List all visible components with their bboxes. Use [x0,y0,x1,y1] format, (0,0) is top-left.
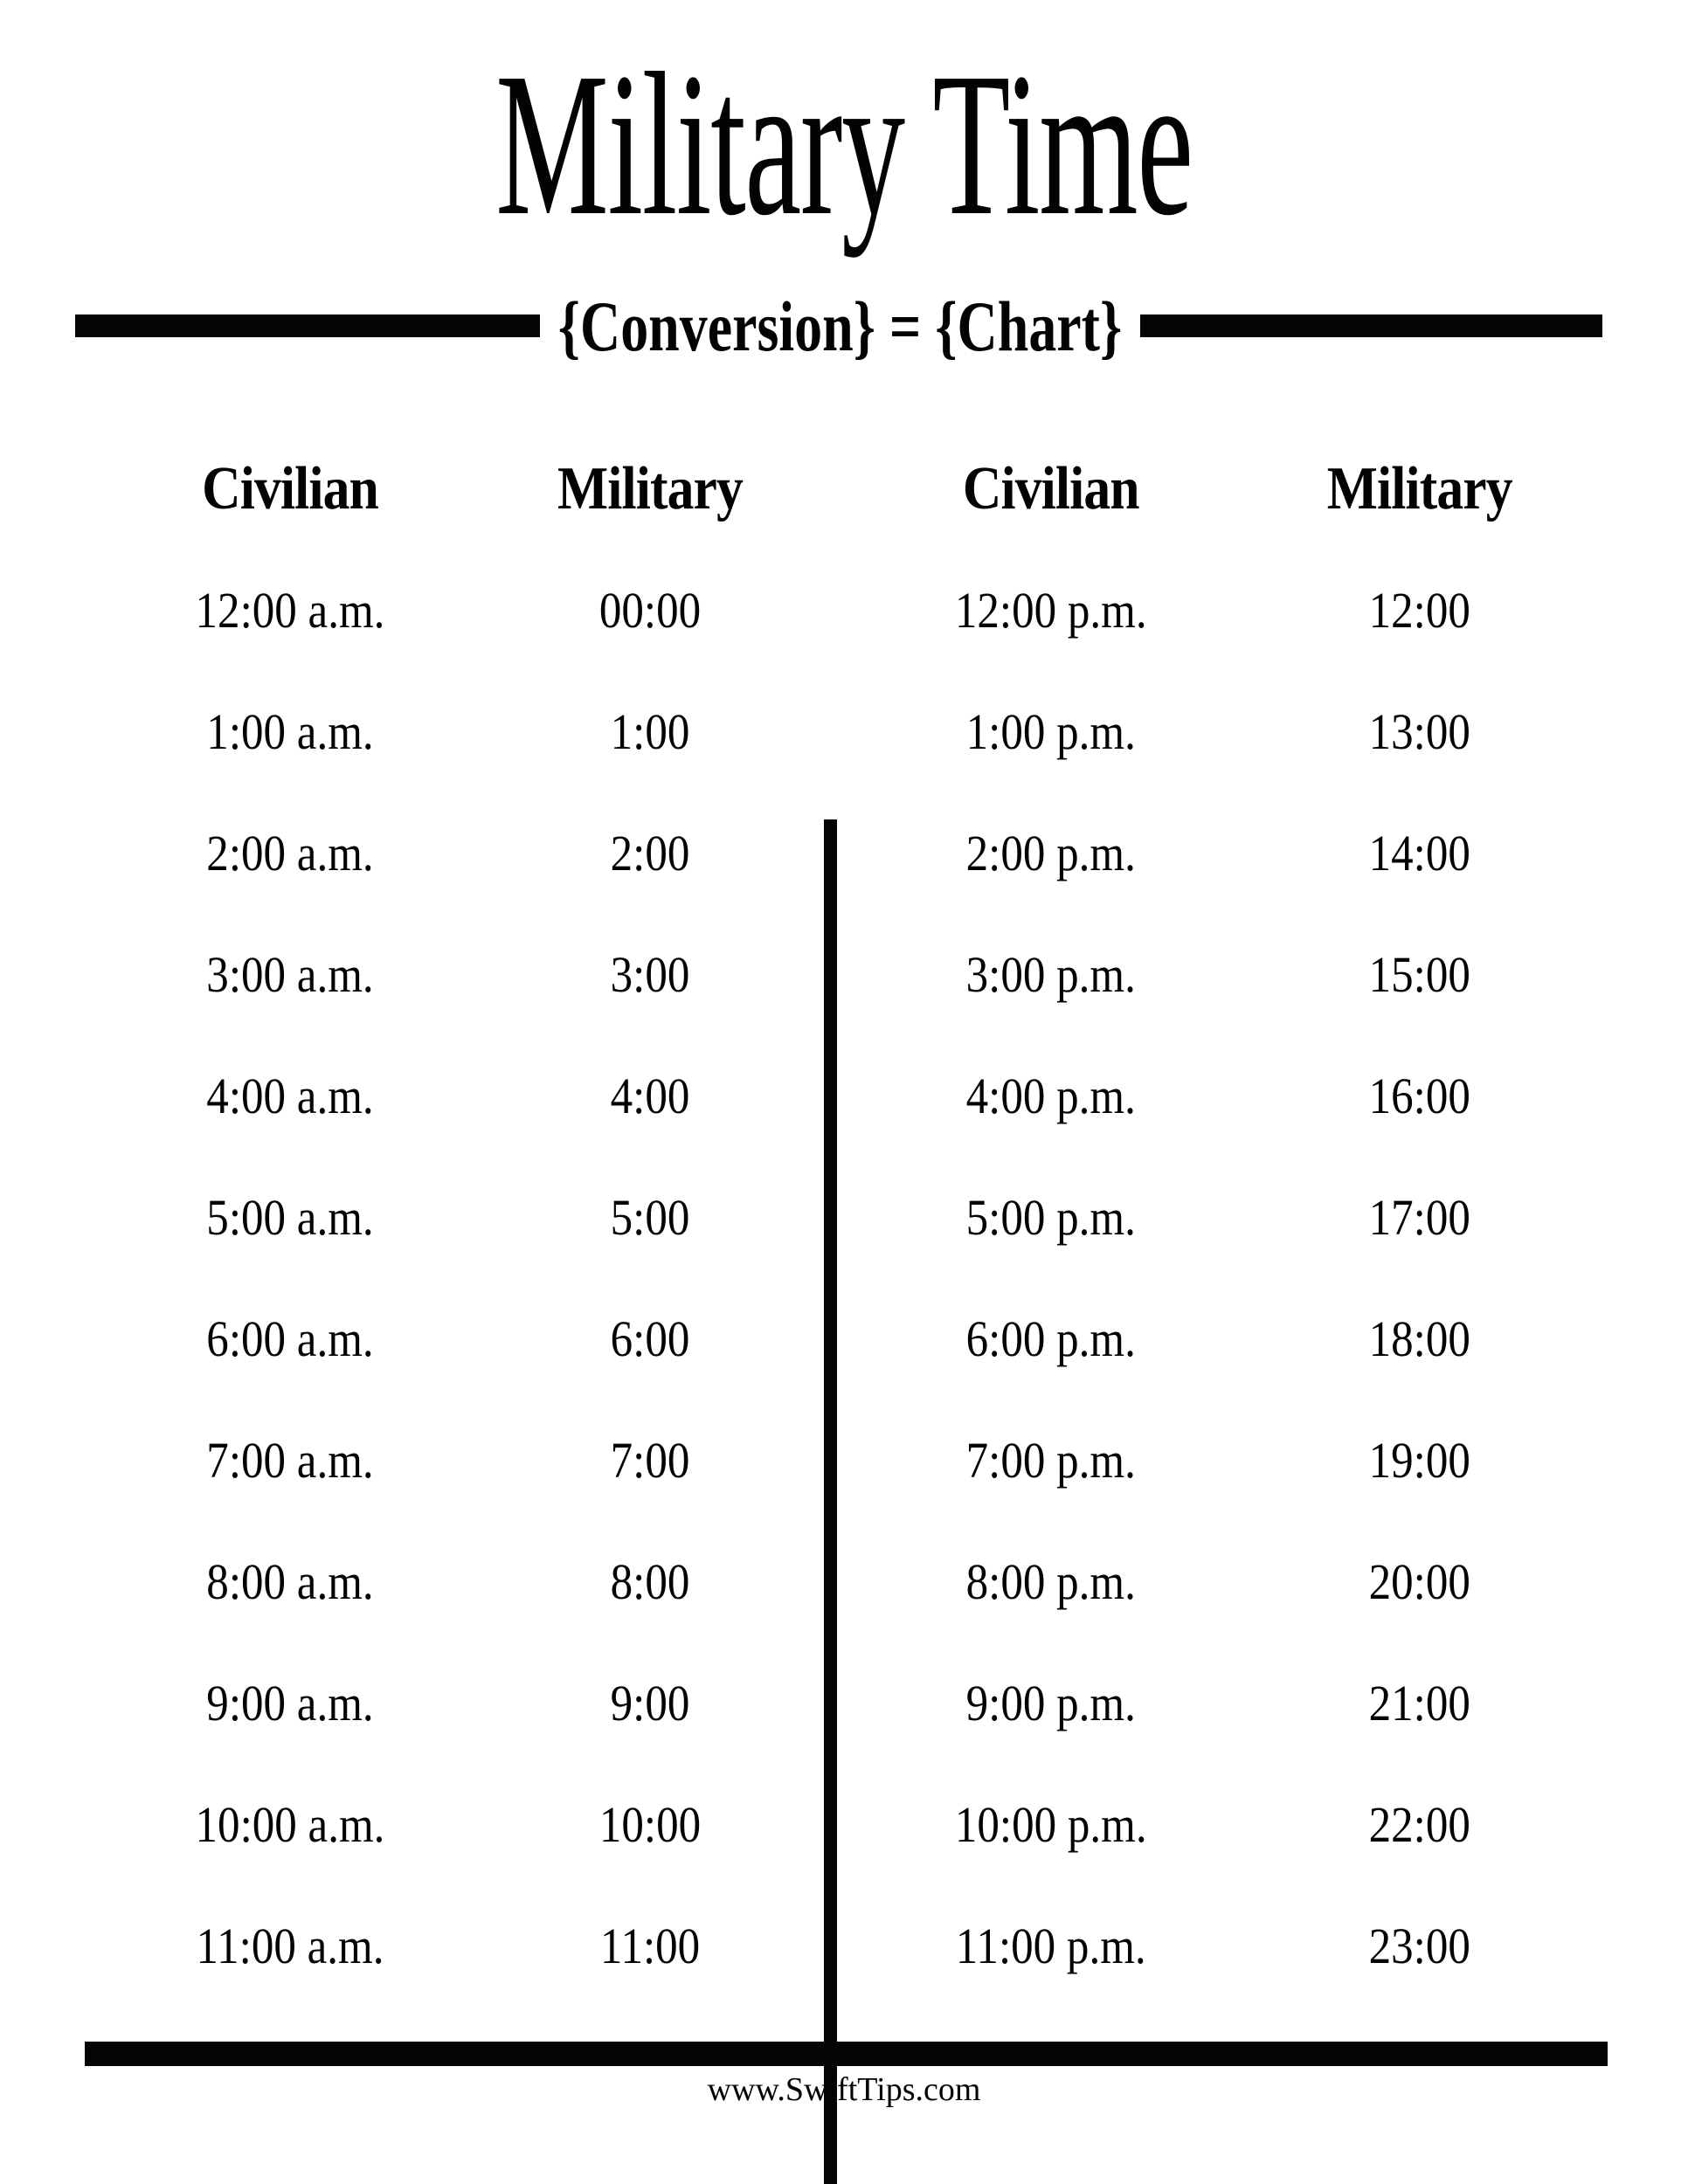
civilian-time: 1:00 a.m. [206,703,374,760]
table-row [867,1400,1603,1521]
table-row [867,1035,1603,1157]
military-time: 21:00 [1368,1675,1470,1731]
pm-conversion-table [867,428,1603,2007]
subtitle-right-bar [1140,314,1602,337]
table-row [867,1278,1603,1400]
vertical-divider [824,819,837,2184]
page-subtitle: {Conversion} = {Chart} [557,287,1123,366]
civilian-time: 5:00 p.m. [965,1189,1136,1246]
table-row [110,1764,830,1885]
military-time: 23:00 [1368,1918,1470,1974]
military-column-header: Military [1326,454,1512,522]
civilian-time: 7:00 p.m. [965,1432,1136,1489]
footer-url: www.SwiftTips.com [707,2071,981,2108]
table-header-row [110,428,830,549]
table-row [110,1885,830,2007]
table-row [110,1400,830,1521]
military-time: 00:00 [598,582,702,639]
table-row [110,1035,830,1157]
civilian-time: 3:00 a.m. [206,946,374,1003]
table-row [867,549,1603,671]
civilian-time: 10:00 a.m. [195,1796,385,1853]
military-time: 5:00 [610,1189,690,1246]
civilian-time: 9:00 a.m. [206,1675,374,1731]
table-row [867,1157,1603,1278]
civilian-time: 7:00 a.m. [206,1432,374,1489]
civilian-time: 6:00 p.m. [965,1310,1136,1367]
table-row [110,1278,830,1400]
military-time: 14:00 [1368,825,1470,881]
subtitle-left-bar [75,314,540,337]
table-row [867,671,1603,792]
civilian-time: 1:00 p.m. [965,703,1136,760]
military-time: 3:00 [610,946,690,1003]
civilian-time: 3:00 p.m. [965,946,1136,1003]
table-row [110,792,830,914]
table-row [867,1885,1603,2007]
military-time: 13:00 [1368,703,1470,760]
military-time: 11:00 [599,1918,701,1974]
civilian-time: 6:00 a.m. [206,1310,374,1367]
military-time: 8:00 [610,1553,690,1610]
military-time: 16:00 [1368,1068,1470,1124]
military-time: 2:00 [610,825,690,881]
am-conversion-table [110,428,830,2007]
table-row [110,1157,830,1278]
civilian-time: 8:00 p.m. [965,1553,1136,1610]
civilian-time: 4:00 a.m. [206,1068,374,1124]
civilian-time: 9:00 p.m. [965,1675,1136,1731]
military-time: 20:00 [1368,1553,1470,1610]
military-time: 10:00 [598,1796,702,1853]
military-time: 19:00 [1368,1432,1470,1489]
table-row [867,1764,1603,1885]
civilian-time: 5:00 a.m. [206,1189,374,1246]
military-time: 7:00 [610,1432,690,1489]
civilian-time: 8:00 a.m. [206,1553,374,1610]
table-row [867,1521,1603,1642]
military-time: 18:00 [1368,1310,1470,1367]
page-title: Military Time [495,31,1193,258]
civilian-time: 4:00 p.m. [965,1068,1136,1124]
military-time: 15:00 [1368,946,1470,1003]
civilian-time: 2:00 a.m. [206,825,374,881]
military-time: 17:00 [1368,1189,1470,1246]
military-time: 9:00 [610,1675,690,1731]
table-row [110,549,830,671]
table-row [110,1521,830,1642]
military-time: 22:00 [1368,1796,1470,1853]
table-row [110,671,830,792]
military-time: 12:00 [1368,582,1470,639]
military-column-header: Military [557,454,743,522]
civilian-time: 11:00 a.m. [196,1918,384,1974]
civilian-time: 12:00 p.m. [954,582,1147,639]
table-row [867,792,1603,914]
table-row [110,914,830,1035]
civilian-time: 11:00 p.m. [955,1918,1146,1974]
military-time: 4:00 [610,1068,690,1124]
military-time: 6:00 [610,1310,690,1367]
civilian-column-header: Civilian [962,454,1139,522]
table-row [110,1642,830,1764]
military-time: 1:00 [610,703,690,760]
civilian-time: 2:00 p.m. [965,825,1136,881]
footer-bar [85,2042,1608,2066]
civilian-time: 10:00 p.m. [954,1796,1147,1853]
table-row [867,914,1603,1035]
civilian-time: 12:00 a.m. [195,582,385,639]
table-header-row [867,428,1603,549]
civilian-column-header: Civilian [202,454,378,522]
table-row [867,1642,1603,1764]
